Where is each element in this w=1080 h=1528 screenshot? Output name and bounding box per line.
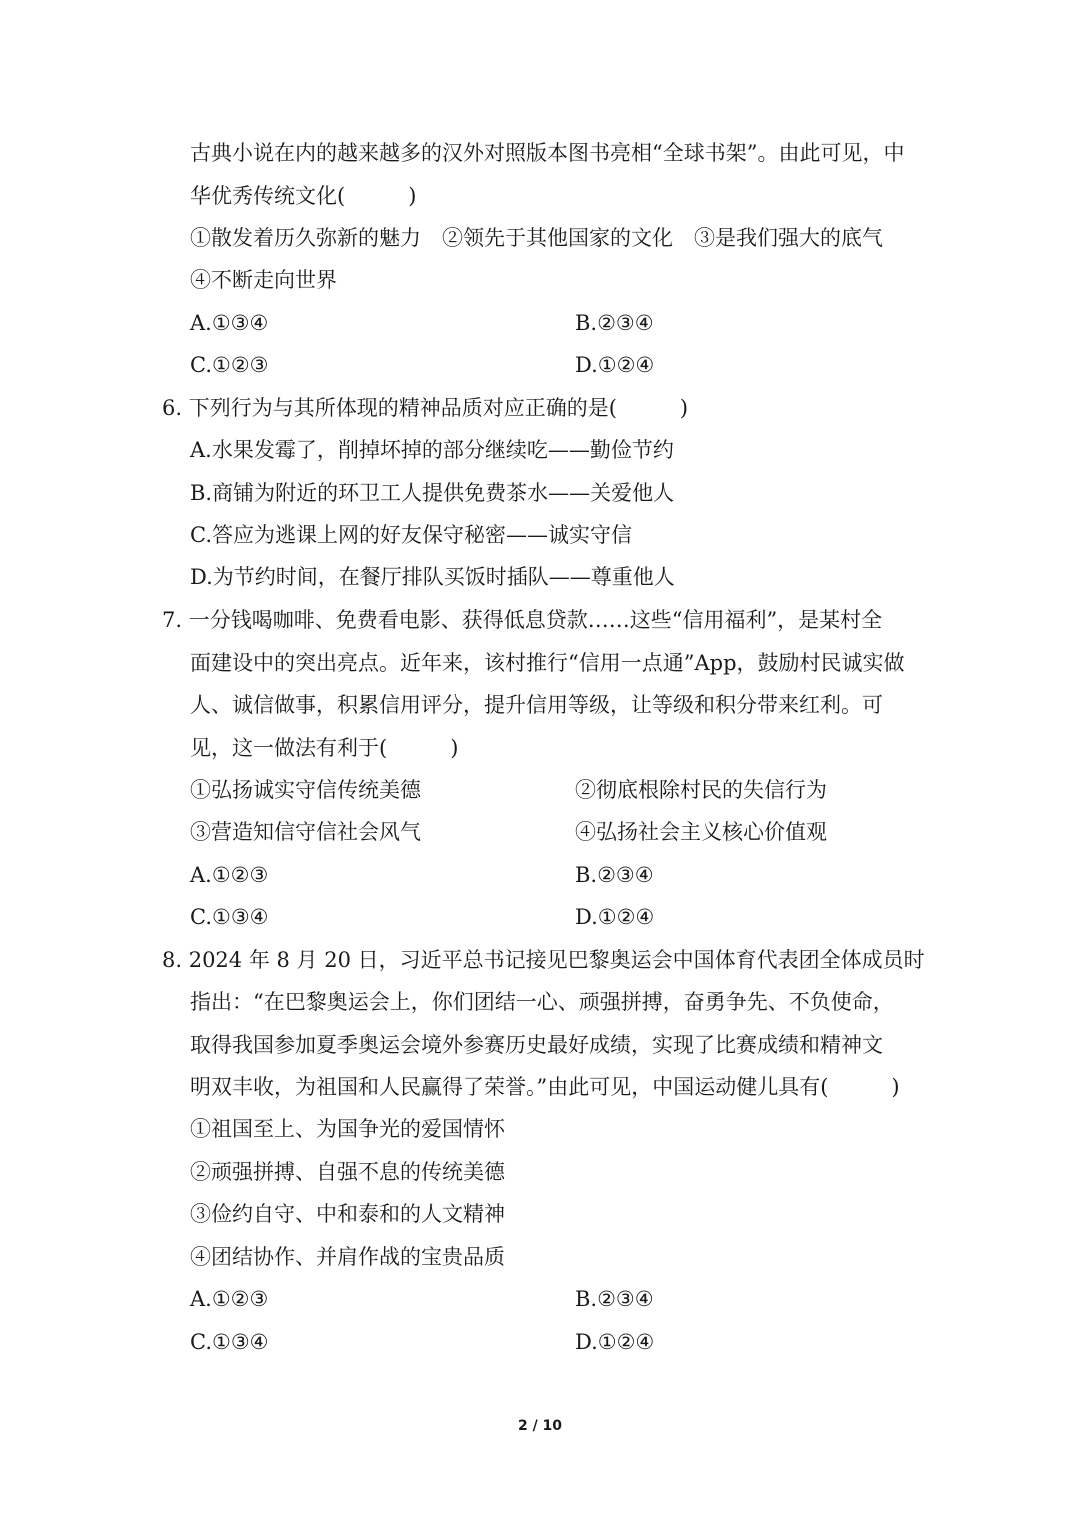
q8-option-d: D.①②④	[575, 1330, 655, 1354]
q8-statement-2: ②顽强拼搏、自强不息的传统美德	[190, 1160, 505, 1184]
q5-option-d: D.①②④	[575, 353, 655, 377]
q5-statements-line-1: ①散发着历久弥新的魅力 ②领先于其他国家的文化 ③是我们强大的底气	[190, 226, 883, 250]
q7-stem-line-4: 见，这一做法有利于( )	[190, 736, 459, 760]
q5-option-b: B.②③④	[575, 311, 654, 335]
q7-option-c: C.①③④	[190, 905, 269, 929]
q8-stem-line-2: 指出：“在巴黎奥运会上，你们团结一心、顽强拼搏，奋勇争先、不负使命，	[190, 990, 894, 1014]
q7-stem-line-3: 人、诚信做事，积累信用评分，提升信用等级，让等级和积分带来红利。可	[190, 693, 883, 717]
q7-stem-line-1: 7. 一分钱喝咖啡、免费看电影、获得低息贷款……这些“信用福利”，是某村全	[162, 608, 883, 632]
q7-statement-1: ①弘扬诚实守信传统美德	[190, 778, 421, 802]
q8-statement-1: ①祖国至上、为国争光的爱国情怀	[190, 1117, 505, 1141]
q6-option-c: C.答应为逃课上网的好友保守秘密——诚实守信	[190, 523, 632, 547]
q8-statement-3: ③俭约自守、中和泰和的人文精神	[190, 1202, 505, 1226]
q8-option-b: B.②③④	[575, 1287, 654, 1311]
q7-option-d: D.①②④	[575, 905, 655, 929]
q8-stem-line-1: 8. 2024 年 8 月 20 日，习近平总书记接见巴黎奥运会中国体育代表团全体成员时	[162, 948, 925, 972]
q7-stem-line-2: 面建设中的突出亮点。近年来，该村推行“信用一点通”App，鼓励村民诚实做	[190, 651, 905, 675]
q5-stem-line-2: 华优秀传统文化( )	[190, 184, 417, 208]
q7-option-a: A.①②③	[190, 863, 269, 887]
q8-option-a: A.①②③	[190, 1287, 269, 1311]
q5-stem-line-1: 古典小说在内的越来越多的汉外对照版本图书亮相“全球书架”。由此可见，中	[190, 141, 905, 165]
q6-option-b: B.商铺为附近的环卫工人提供免费茶水——关爱他人	[190, 481, 675, 505]
q7-statement-4: ④弘扬社会主义核心价值观	[575, 820, 827, 844]
q5-option-c: C.①②③	[190, 353, 269, 377]
page-number: 2 / 10	[517, 1418, 563, 1434]
q7-option-b: B.②③④	[575, 863, 654, 887]
q7-statement-2: ②彻底根除村民的失信行为	[575, 778, 827, 802]
q8-stem-line-4: 明双丰收，为祖国和人民赢得了荣誉。”由此可见，中国运动健儿具有( )	[190, 1075, 900, 1099]
q6-stem: 6. 下列行为与其所体现的精神品质对应正确的是( )	[162, 396, 689, 420]
q7-statement-3: ③营造知信守信社会风气	[190, 820, 421, 844]
q8-statement-4: ④团结协作、并肩作战的宝贵品质	[190, 1245, 505, 1269]
q5-statements-line-2: ④不断走向世界	[190, 268, 337, 292]
q8-option-c: C.①③④	[190, 1330, 269, 1354]
q5-option-a: A.①③④	[190, 311, 269, 335]
q6-option-a: A.水果发霉了，削掉坏掉的部分继续吃——勤俭节约	[190, 438, 674, 462]
q6-option-d: D.为节约时间，在餐厅排队买饭时插队——尊重他人	[190, 565, 675, 589]
q8-stem-line-3: 取得我国参加夏季奥运会境外参赛历史最好成绩，实现了比赛成绩和精神文	[190, 1033, 883, 1057]
